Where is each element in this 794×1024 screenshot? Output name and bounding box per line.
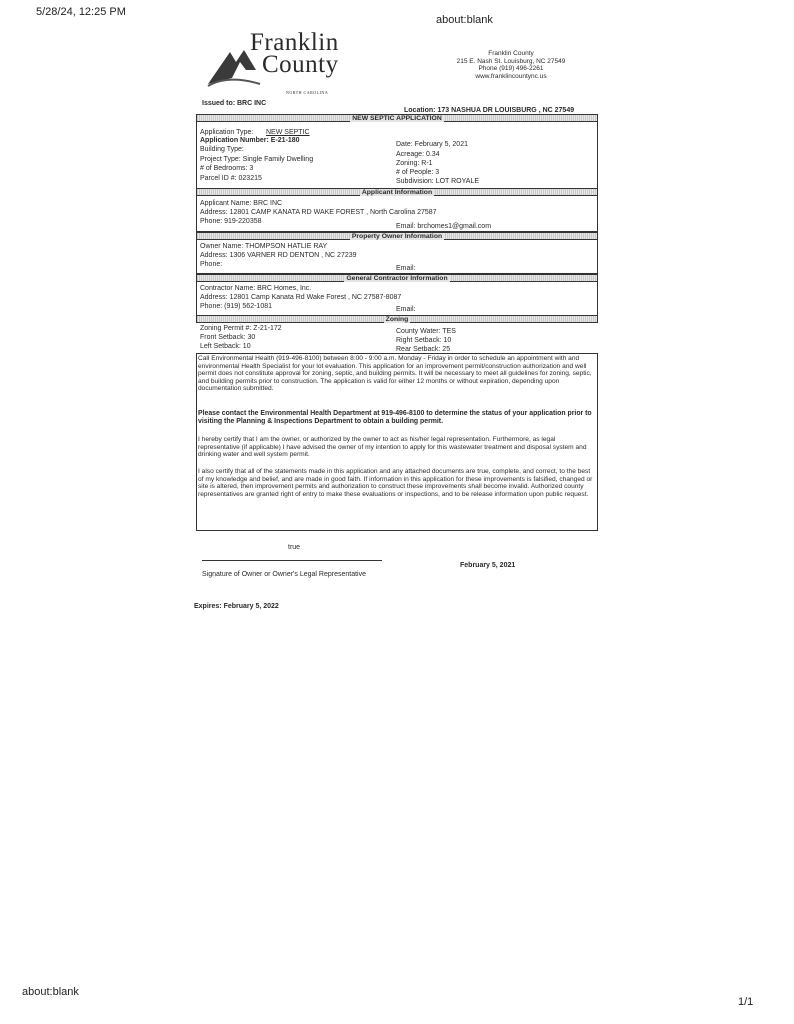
application-type-value: NEW SEPTIC	[266, 129, 310, 136]
signature-date: February 5, 2021	[460, 562, 516, 569]
applicant-name: Applicant Name: BRC INC	[200, 200, 283, 207]
application-date: Date: February 5, 2021	[396, 141, 468, 148]
agency-name: Franklin County	[488, 50, 534, 57]
owner-name: Owner Name: THOMPSON HATLIE RAY	[200, 243, 328, 250]
print-page-count: 1/1	[738, 996, 754, 1008]
contractor-phone: Phone: (919) 562-1081	[200, 303, 272, 310]
agency-website: www.franklincountync.us	[475, 72, 547, 80]
expiration-date: Expires: February 5, 2022	[194, 603, 279, 610]
contractor-name: Contractor Name: BRC Homes, Inc.	[200, 285, 312, 292]
bedrooms: # of Bedrooms: 3	[200, 165, 254, 172]
owner-phone: Phone:	[200, 261, 223, 268]
parcel-id: Parcel ID #: 023215	[200, 175, 262, 182]
print-footer-url: about:blank	[22, 986, 79, 998]
issued-to: Issued to: BRC INC	[202, 100, 267, 107]
logo-word-franklin: Franklin	[250, 29, 339, 56]
applicant-address: Address: 12801 CAMP KANATA RD WAKE FOREST , North Carolina 27587	[200, 209, 437, 216]
agency-phone: Phone (919) 496-2261	[478, 65, 544, 72]
people-count: # of People: 3	[396, 169, 440, 176]
section-bar-contractor	[196, 274, 598, 282]
owner-email: Email:	[396, 265, 416, 272]
notice-paragraph-3: I hereby certify that I am the owner, or authorized by the owner to act as his/her legal representation. Furthermore, as legal representative (if applicable) I have advised the owner of my intention to apply for this wastewater treatment and disposal system and drinking water and well system permit.	[198, 436, 587, 459]
section-bar-application	[196, 114, 598, 122]
application-type-label: Application Type:	[200, 129, 254, 136]
notice-paragraph-2: Please contact the Environmental Health Department at 919-496-8100 to determine the status of your application prior to visiting the Planning & Inspections Department to obtain a building permit.	[198, 410, 592, 425]
contractor-email: Email:	[396, 306, 416, 313]
logo-word-county: County	[262, 51, 339, 78]
section-bar-applicant	[196, 188, 598, 196]
section-bar-zoning	[196, 315, 598, 323]
county-water: County Water: TES	[396, 328, 456, 335]
section-title-contractor: General Contractor Information	[346, 275, 448, 282]
section-title-applicant: Applicant Information	[361, 189, 433, 196]
building-type: Building Type:	[200, 146, 244, 153]
section-bar-owner	[196, 232, 598, 240]
zoning-class: Zoning: R-1	[396, 160, 433, 167]
project-type: Project Type: Single Family Dwelling	[200, 156, 314, 163]
section-title-zoning: Zoning	[385, 316, 409, 323]
subdivision: Subdivision: LOT ROYALE	[396, 178, 480, 185]
applicant-email: Email: brchomes1@gmail.com	[396, 223, 492, 230]
signature-value: true	[288, 544, 301, 551]
location: Location: 173 NASHUA DR LOUISBURG , NC 27549	[404, 107, 575, 114]
logo-state: NORTH CAROLINA	[286, 90, 329, 95]
agency-address-block	[426, 50, 596, 80]
acreage: Acreage: 0.34	[396, 151, 440, 158]
agency-address: 215 E. Nash St. Louisburg, NC 27549	[456, 57, 566, 65]
left-setback: Left Setback: 10	[200, 343, 251, 350]
print-tab-title: about:blank	[436, 14, 493, 26]
signature-caption: Signature of Owner or Owner's Legal Representative	[202, 571, 366, 578]
rear-setback: Rear Setback: 25	[396, 346, 451, 353]
application-number: Application Number: E-21-180	[200, 137, 300, 144]
print-datetime: 5/28/24, 12:25 PM	[36, 6, 126, 18]
right-setback: Right Setback: 10	[396, 337, 452, 344]
applicant-phone: Phone: 919-220358	[200, 218, 262, 225]
section-title-application: NEW SEPTIC APPLICATION	[352, 115, 442, 122]
section-title-owner: Property Owner Information	[351, 233, 443, 240]
front-setback: Front Setback: 30	[200, 334, 256, 341]
signature-line	[202, 560, 382, 561]
notice-paragraph-4: I also certify that all of the statements made in this application and any attached documents are true, complete, and correct, to the best of my knowledge and belief, and are made in good faith. If information in this application for these improvements is falsified, changed or site is altered, then improvement permits and authorization to construct these improvements shall become invalid. Authorized county representatives are granted right of entry to make these evaluations or inspections, and to be release information upon public request.	[198, 468, 593, 498]
zoning-permit: Zoning Permit #: Z-21-172	[200, 325, 282, 332]
notice-paragraph-1: Call Environmental Health (919-496-8100) between 8:00 - 9:00 a.m. Monday - Friday in order to schedule an appointment with and environmental Health Specialist for your lot evaluation. This application for an improvement permit/construction authorization and well permit does not constitute approval for zoning, septic, and building permits. It will be necessary to meet all guidelines for zoning, septic, and building permits prior to construction. The application is valid for either 12 months or without expiration, depending upon documentation submitted.	[198, 355, 592, 393]
franklin-county-logo	[202, 29, 352, 98]
contractor-address: Address: 12801 Camp Kanata Rd Wake Forest , NC 27587-8087	[200, 294, 402, 301]
owner-address: Address: 1306 VARNER RD DENTON , NC 27239	[200, 252, 357, 259]
